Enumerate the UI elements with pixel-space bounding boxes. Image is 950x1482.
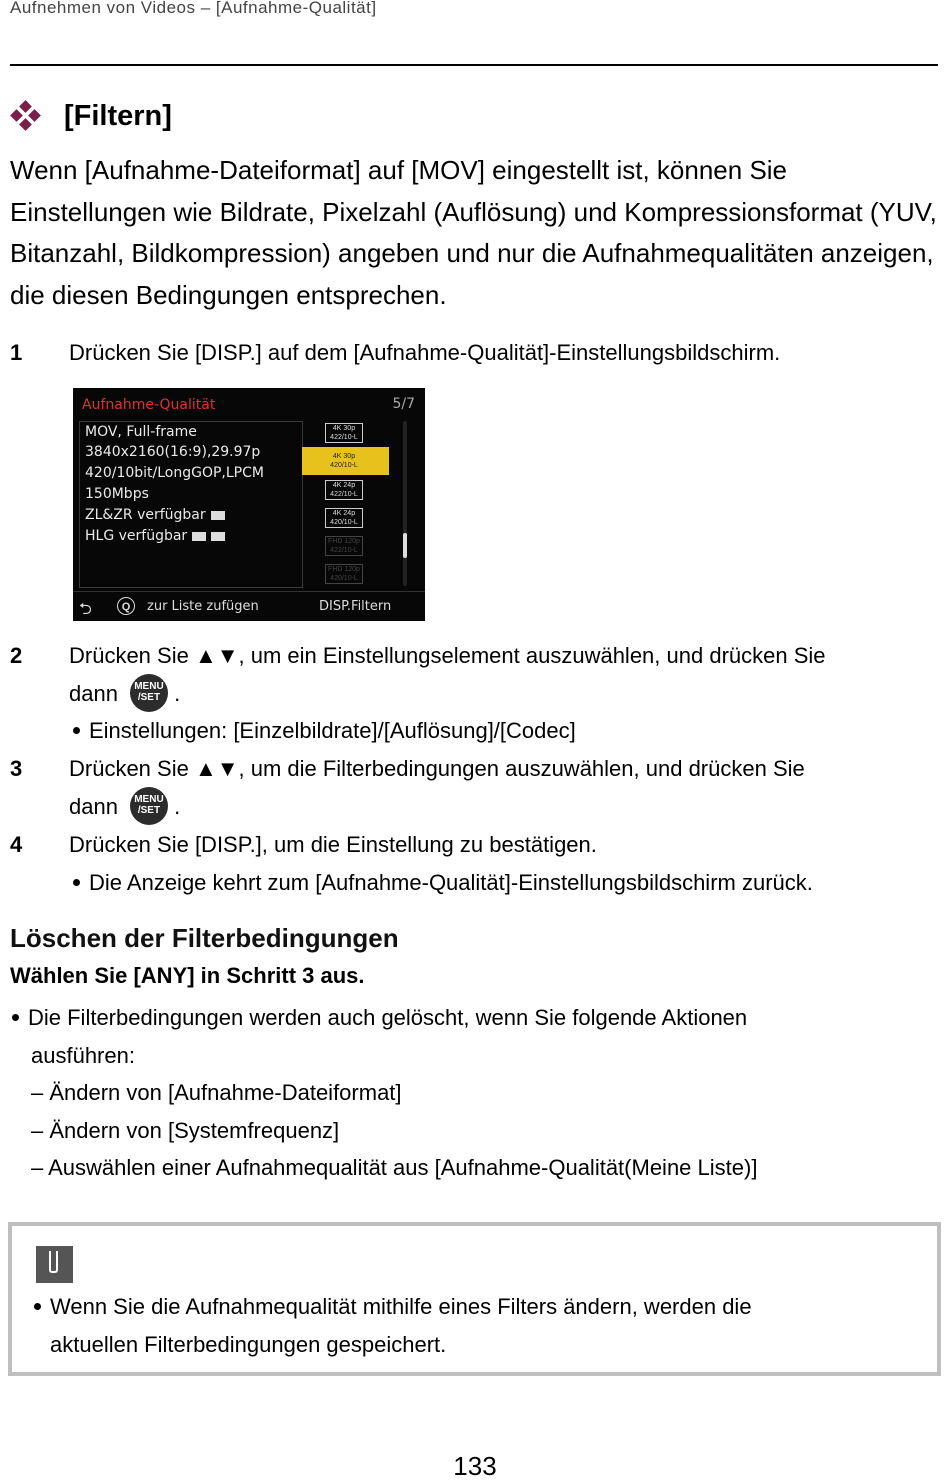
step-text: Drücken Sie [DISP.] auf dem [Aufnahme-Qualität]-Einstellungsbildschirm. [69,340,781,365]
header-divider [10,64,938,66]
screen-bottom-bar [73,591,425,622]
quality-icon-line: 422/10-L [330,547,358,554]
sd-icon [211,532,225,541]
q-button-icon[interactable]: Q [117,597,135,615]
quality-icon-line: 420/10-L [330,519,358,526]
step-number: 1 [10,340,23,365]
clear-dash-item: – Auswählen einer Aufnahmequalität aus [Aufnahme-Qualität(Meine Liste)] [31,1155,758,1180]
note-text: Wenn Sie die Aufnahmequalität mithilfe eines Filters ändern, werden die [50,1294,752,1319]
sd-icon [211,511,225,520]
step-cont-text: dann [69,794,118,819]
bullet-dot [12,1014,19,1021]
quality-icon-line: 4K 24p [332,482,356,489]
diamond-bullet-icon [10,101,42,133]
quality-icon[interactable] [325,564,363,584]
clear-bullet-cont: ausführen: [31,1043,135,1068]
menu-btn-l2: /SET [137,692,161,704]
step-cont: dann MENU /SET . [69,788,180,827]
quality-icon[interactable] [325,423,363,443]
pencil-note-icon [36,1246,73,1283]
quality-icon-line: 422/10-L [330,491,358,498]
menu-btn-l1: MENU [134,681,164,693]
clear-dash-item: – Ändern von [Systemfrequenz] [31,1118,340,1143]
screen-title: Aufnahme-Qualität [82,397,216,413]
quality-icon-line: FHD 120p [328,566,360,573]
clear-bullet [12,999,747,1037]
bullet-dot [34,1303,41,1310]
quality-icon-line: 422/10-L [330,434,358,441]
menu-btn-l2: /SET [137,805,161,817]
back-icon[interactable]: ⮌ [79,601,92,618]
screen-line [85,507,225,523]
quality-icon-line: 4K 24p [332,510,356,517]
screen-line: 3840x2160(16:9),29.97p [85,444,261,460]
screen-line-text: HLG verfügbar [85,528,188,544]
step-number: 3 [10,756,23,781]
bullet-text: Die Anzeige kehrt zum [Aufnahme-Qualität]-Einstellungsbildschirm zurück. [89,870,813,895]
screen-line: 150Mbps [85,486,149,502]
screen-scrollbar-thumb[interactable] [403,533,407,558]
disp-filter-label[interactable]: DISP.Filtern [319,599,392,614]
step-number: 4 [10,832,23,857]
add-to-list-label[interactable]: zur Liste zufügen [147,599,259,614]
note-box [8,1222,941,1376]
screen-line: MOV, Full-frame [85,424,197,440]
step-2-bullet [73,712,576,750]
bullet-text: Die Filterbedingungen werden auch gelöscht, wenn Sie folgende Aktionen [28,1005,748,1030]
quality-icon-line: 4K 30p [332,453,356,460]
note-text-cont: aktuellen Filterbedingungen gespeichert. [50,1332,447,1357]
hlg-icon [192,532,206,541]
bullet-dot [73,727,80,734]
step-cont: dann MENU /SET . [69,675,180,714]
step-number: 2 [10,643,23,668]
quality-icon[interactable] [325,536,363,556]
note-bullet [34,1288,752,1326]
step-text: Drücken Sie [DISP.], um die Einstellung zu bestätigen. [69,832,597,857]
step-cont-text: dann [69,681,118,706]
screen-line [85,528,225,544]
camera-screen-image [73,388,425,621]
clear-filter-instruction: Wählen Sie [ANY] in Schritt 3 aus. [10,963,365,988]
quality-icon[interactable] [325,480,363,500]
quality-icon-line: FHD 120p [328,538,360,545]
quality-icon[interactable] [325,508,363,528]
clear-dash-item: – Ändern von [Aufnahme-Dateiformat] [31,1080,402,1105]
quality-icon-selected[interactable] [325,451,363,471]
screen-scrollbar[interactable] [403,421,407,586]
quality-icon-line: 4K 30p [332,425,356,432]
step-text: Drücken Sie ▲▼, um ein Einstellungselement auszuwählen, und drücken Sie [69,643,826,668]
screen-page: 5/7 [392,396,415,412]
clear-filter-heading: Löschen der Filterbedingungen [10,923,399,953]
menu-btn-l1: MENU [134,794,164,806]
section-title: [Filtern] [64,100,172,132]
intro-paragraph: Wenn [Aufnahme-Dateiformat] auf [MOV] eingestellt ist, können Sie Einstellungen wie Bildrate, Pixelzahl (Auflösung) und Kompressionsformat (YUV, Bitanzahl, Bildkompression) angeben und nur die Aufnahmequalitäten anzeigen, die diesen Bedingungen entsprechen. [10,155,937,310]
screen-line-text: ZL&ZR verfügbar [85,507,206,523]
section-heading [10,100,172,133]
quality-icon-line: 420/10-L [330,462,358,469]
breadcrumb: Aufnehmen von Videos – [Aufnahme-Qualität] [10,0,377,17]
screen-line: 420/10bit/LongGOP,LPCM [85,465,264,481]
quality-icon-line: 420/10-L [330,575,358,582]
step-4-bullet [73,864,813,902]
bullet-dot [73,879,80,886]
bullet-text: Einstellungen: [Einzelbildrate]/[Auflösung]/[Codec] [89,718,576,743]
menu-set-button-icon [130,787,168,825]
page-number: 133 [453,1451,497,1481]
step-text: Drücken Sie ▲▼, um die Filterbedingungen auszuwählen, und drücken Sie [69,756,805,781]
menu-set-button-icon [130,674,168,712]
